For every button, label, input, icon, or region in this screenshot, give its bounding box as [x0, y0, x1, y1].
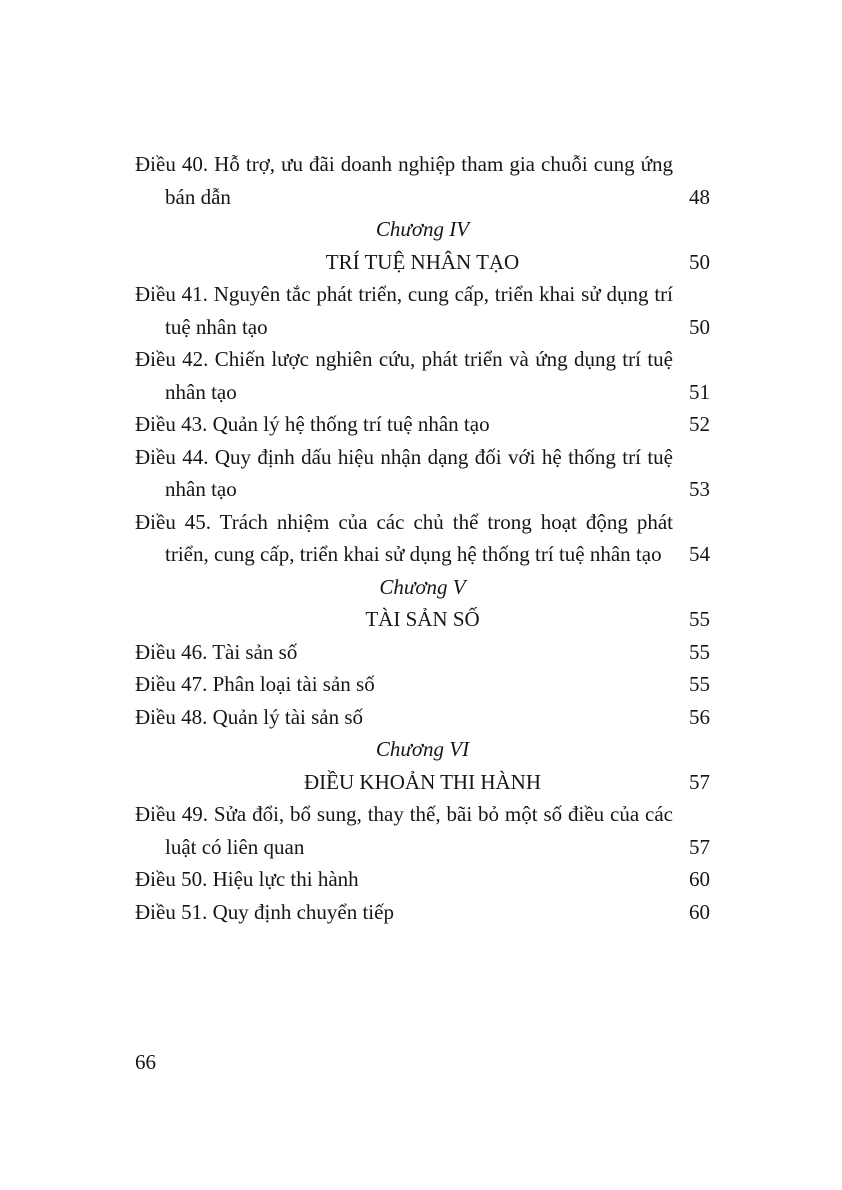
toc-entry — [135, 408, 710, 441]
chapter-label — [135, 213, 710, 246]
chapter-label — [135, 733, 710, 766]
chapter-label-text: Chương VI — [375, 737, 470, 761]
toc-entry-text: Điều 43. Quản lý hệ thống trí tuệ nhân tạo — [135, 412, 490, 436]
chapter-title — [135, 766, 710, 799]
chapter-title-text: TÀI SẢN SỐ — [365, 607, 480, 631]
toc-entry-page-number: 52 — [689, 412, 710, 436]
toc-entry-page-number: 55 — [689, 607, 710, 631]
toc-entry — [135, 701, 710, 734]
toc-entry-text: Điều 50. Hiệu lực thi hành — [135, 867, 359, 891]
toc-entry — [135, 668, 710, 701]
toc-entry — [135, 863, 710, 896]
toc-entry-page-number: 53 — [689, 477, 710, 501]
folio-page-number: 66 — [135, 1050, 156, 1074]
toc-entry — [135, 343, 710, 408]
chapter-title — [135, 603, 710, 636]
toc-entry-page-number: 50 — [689, 314, 710, 339]
toc-entry-text: Điều 44. Quy định dấu hiệu nhận dạng đối với hệ thống trí tuệ nhân tạo — [135, 444, 673, 501]
toc-entry-text: Điều 51. Quy định chuyển tiếp — [135, 899, 394, 924]
chapter-label-text: Chương IV — [375, 217, 470, 241]
toc-entry-text: Điều 45. Trách nhiệm của các chủ thể trong hoạt động phát triển, cung cấp, triển khai sử dụng hệ thống trí tuệ nhân tạo — [135, 509, 673, 566]
toc-entry-text: Điều 40. Hỗ trợ, ưu đãi doanh nghiệp tham gia chuỗi cung ứng bán dẫn — [135, 152, 673, 209]
chapter-label — [135, 571, 710, 604]
chapter-label-text: Chương V — [379, 574, 466, 599]
toc-entry-page-number: 57 — [689, 769, 710, 794]
toc-entry-page-number: 57 — [689, 834, 710, 859]
toc-entry-page-number: 54 — [689, 542, 710, 566]
chapter-title-text: ĐIỀU KHOẢN THI HÀNH — [304, 769, 541, 794]
toc-entry — [135, 148, 710, 213]
toc-entry — [135, 441, 710, 506]
toc-entry-page-number: 55 — [689, 639, 710, 664]
toc-list — [135, 148, 710, 928]
toc-entry-page-number: 60 — [689, 867, 710, 891]
chapter-title — [135, 246, 710, 279]
toc-entry-page-number: 50 — [689, 249, 710, 274]
toc-entry-page-number: 48 — [689, 184, 710, 209]
toc-entry-page-number: 51 — [689, 379, 710, 404]
toc-entry — [135, 278, 710, 343]
toc-entry-text: Điều 41. Nguyên tắc phát triển, cung cấp, triển khai sử dụng trí tuệ nhân tạo — [135, 282, 673, 339]
toc-entry — [135, 506, 710, 571]
toc-entry-text: Điều 42. Chiến lược nghiên cứu, phát triển và ứng dụng trí tuệ nhân tạo — [135, 347, 673, 404]
toc-entry — [135, 636, 710, 669]
toc-entry-text: Điều 47. Phân loại tài sản số — [135, 672, 375, 696]
toc-entry-page-number: 56 — [689, 704, 710, 729]
toc-entry-text: Điều 46. Tài sản số — [135, 639, 298, 664]
toc-entry-text: Điều 48. Quản lý tài sản số — [135, 704, 364, 729]
chapter-title-text: TRÍ TUỆ NHÂN TẠO — [325, 249, 520, 274]
toc-entry-page-number: 55 — [689, 672, 710, 696]
toc-entry — [135, 798, 710, 863]
toc-entry-page-number: 60 — [689, 899, 710, 924]
toc-entry-text: Điều 49. Sửa đổi, bổ sung, thay thế, bãi bỏ một số điều của các luật có liên quan — [135, 802, 673, 859]
toc-entry — [135, 896, 710, 929]
